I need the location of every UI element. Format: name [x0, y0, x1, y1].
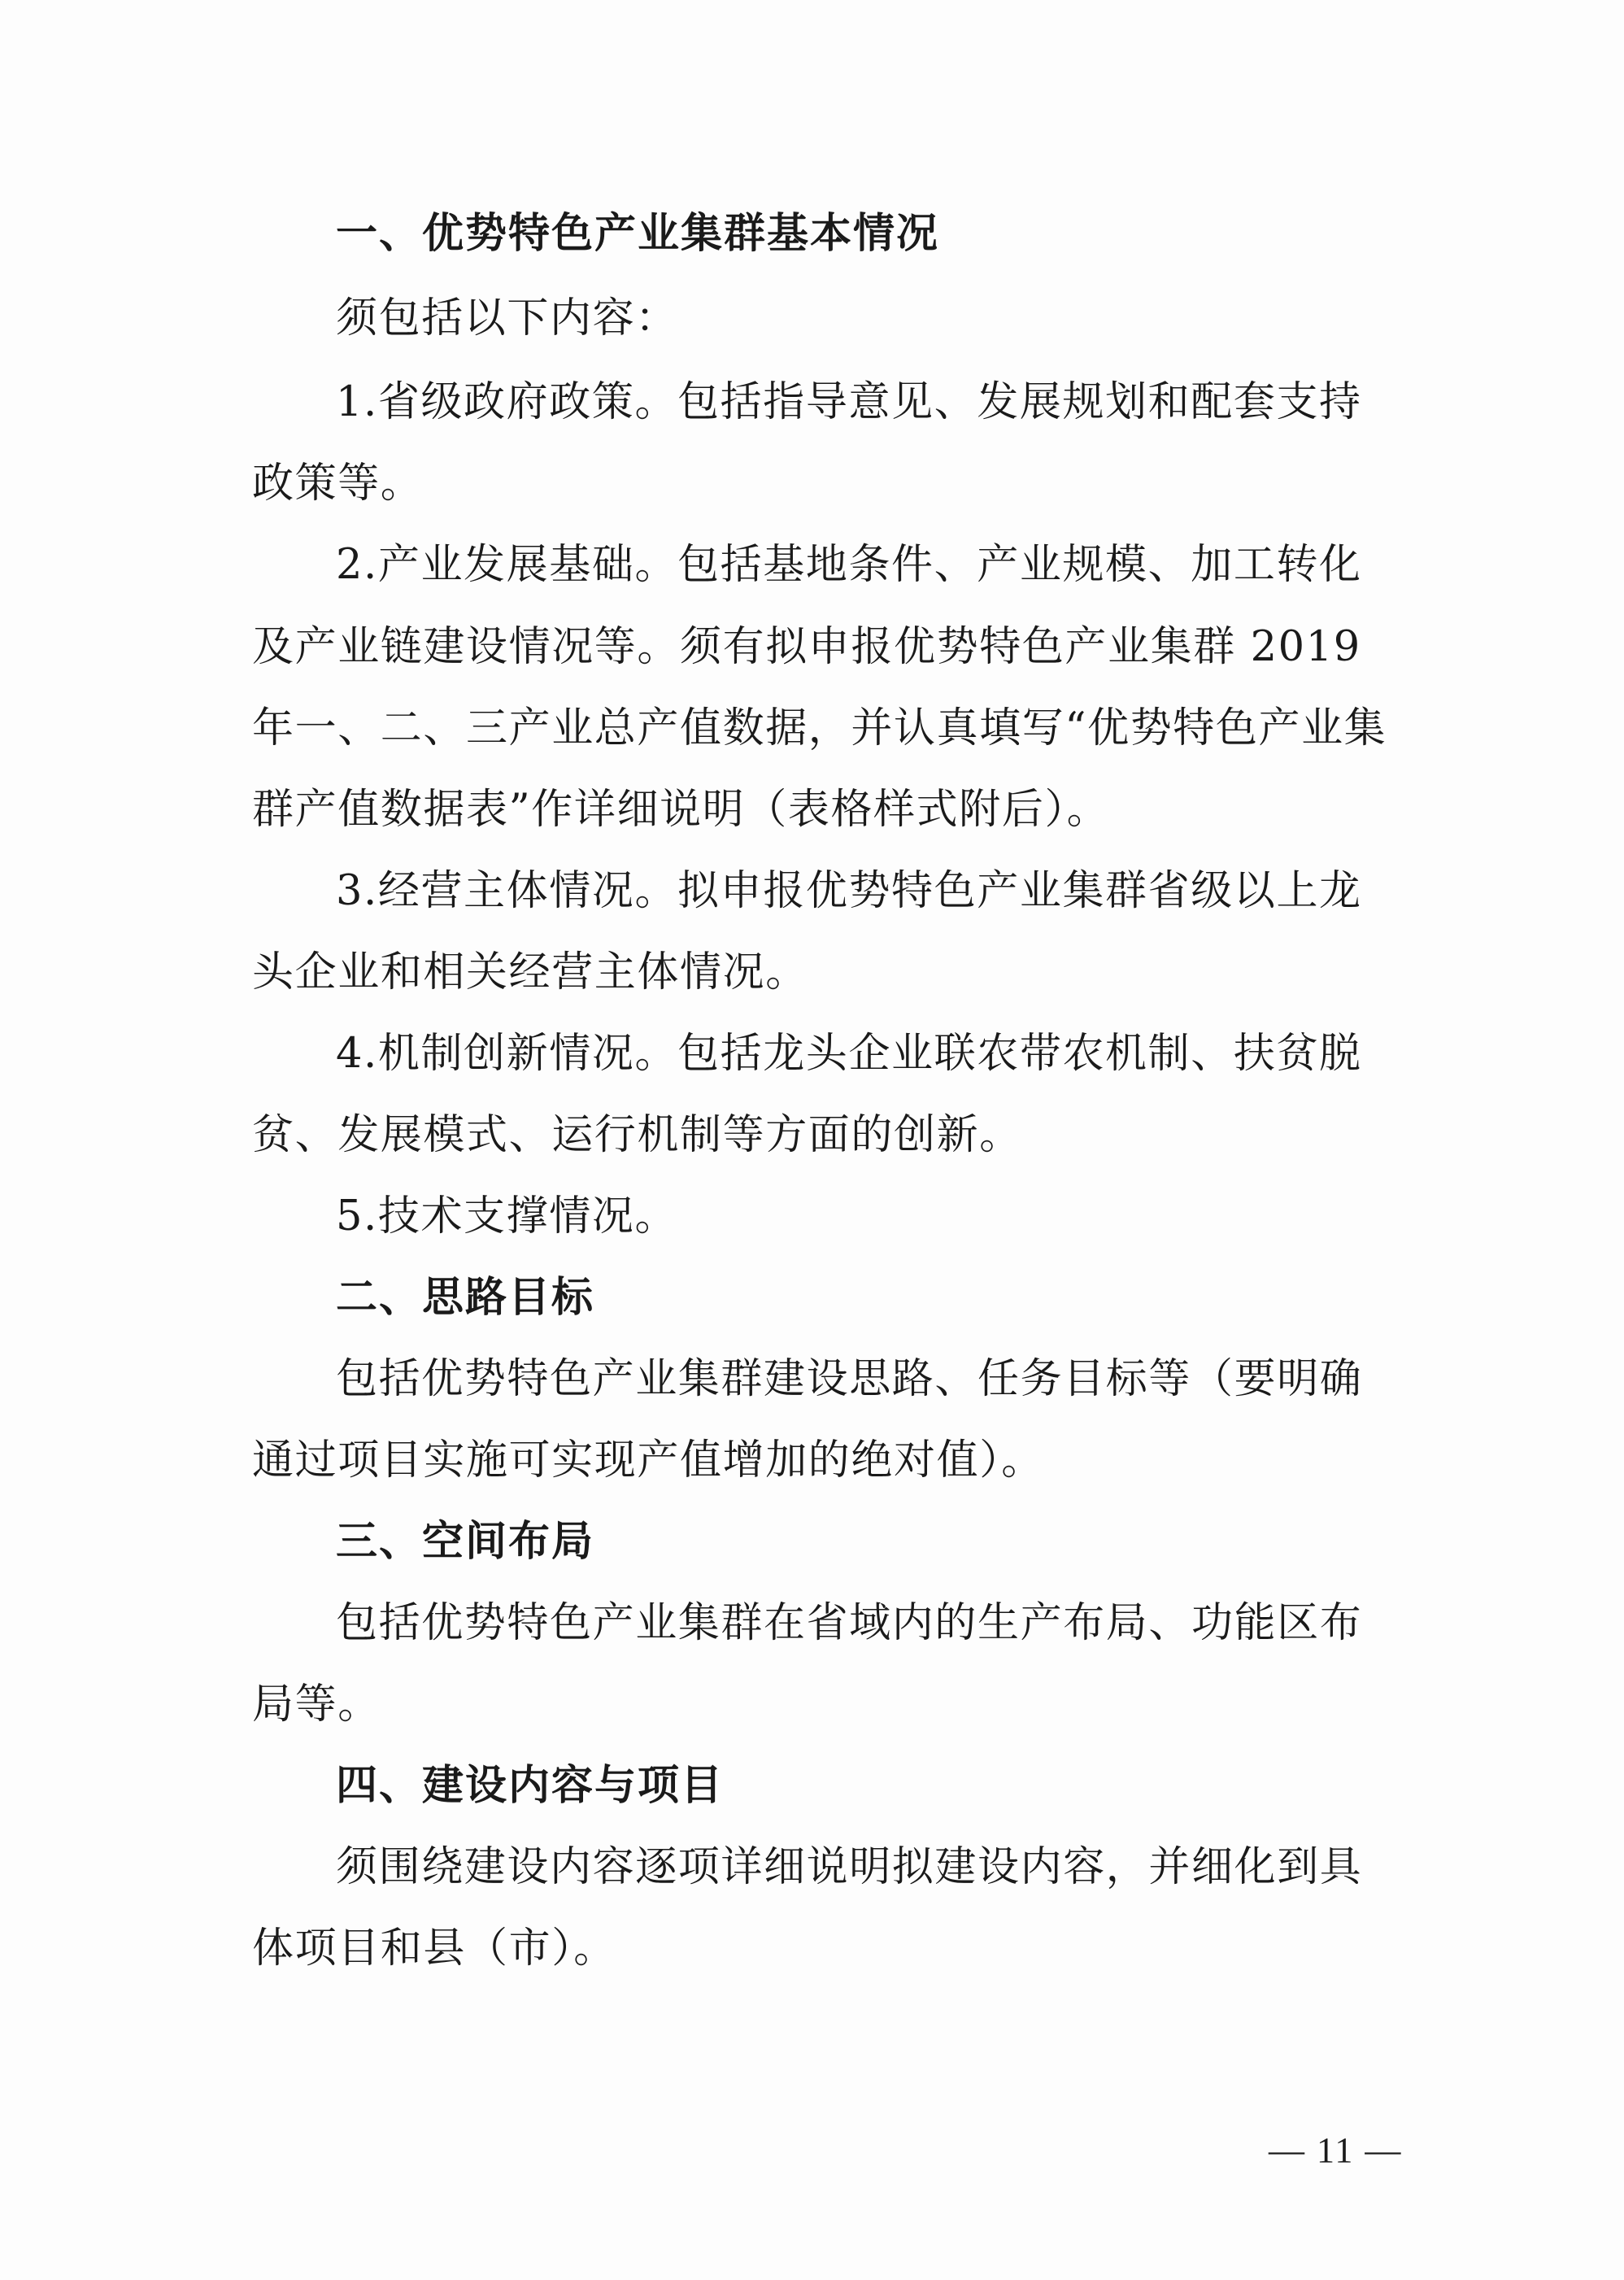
paragraph-line: 局等。	[252, 1681, 381, 1729]
page-number: — 11 —	[1269, 2130, 1403, 2170]
paragraph-line: 5.技术支撑情况。	[336, 1192, 678, 1240]
paragraph-line: 包括优势特色产业集群在省域内的生产布局、功能区布	[336, 1599, 1363, 1647]
paragraph-line: 包括优势特色产业集群建设思路、任务目标等（要明确	[336, 1355, 1363, 1403]
paragraph-line: 4.机制创新情况。包括龙头企业联农带农机制、扶贫脱	[336, 1030, 1362, 1078]
paragraph-line: 群产值数据表”作详细说明（表格样式附后）。	[252, 786, 1110, 834]
paragraph-line: 3.经营主体情况。拟申报优势特色产业集群省级以上龙	[336, 867, 1362, 915]
paragraph-line: 须包括以下内容：	[336, 294, 678, 342]
paragraph-line: 1.省级政府政策。包括指导意见、发展规划和配套支持	[336, 378, 1362, 426]
paragraph-line: 须围绕建设内容逐项详细说明拟建设内容，并细化到具	[336, 1843, 1363, 1891]
paragraph-line: 贫、发展模式、运行机制等方面的创新。	[252, 1111, 1022, 1159]
paragraph-line: 及产业链建设情况等。须有拟申报优势特色产业集群 2019	[252, 623, 1361, 671]
paragraph-line: 通过项目实施可实现产值增加的绝对值）。	[252, 1436, 1044, 1484]
paragraph-line: 年一、二、三产业总产值数据，并认真填写“优势特色产业集	[252, 704, 1387, 752]
section-heading: 四、建设内容与项目	[336, 1762, 725, 1810]
paragraph-line: 体项目和县（市）。	[252, 1925, 616, 1973]
paragraph-line: 2.产业发展基础。包括基地条件、产业规模、加工转化	[336, 541, 1362, 589]
paragraph-line: 头企业和相关经营主体情况。	[252, 948, 808, 996]
section-heading: 二、思路目标	[336, 1274, 595, 1322]
section-heading: 一、优势特色产业集群基本情况	[336, 210, 940, 258]
section-heading: 三、空间布局	[336, 1518, 595, 1566]
paragraph-line: 政策等。	[252, 460, 424, 508]
